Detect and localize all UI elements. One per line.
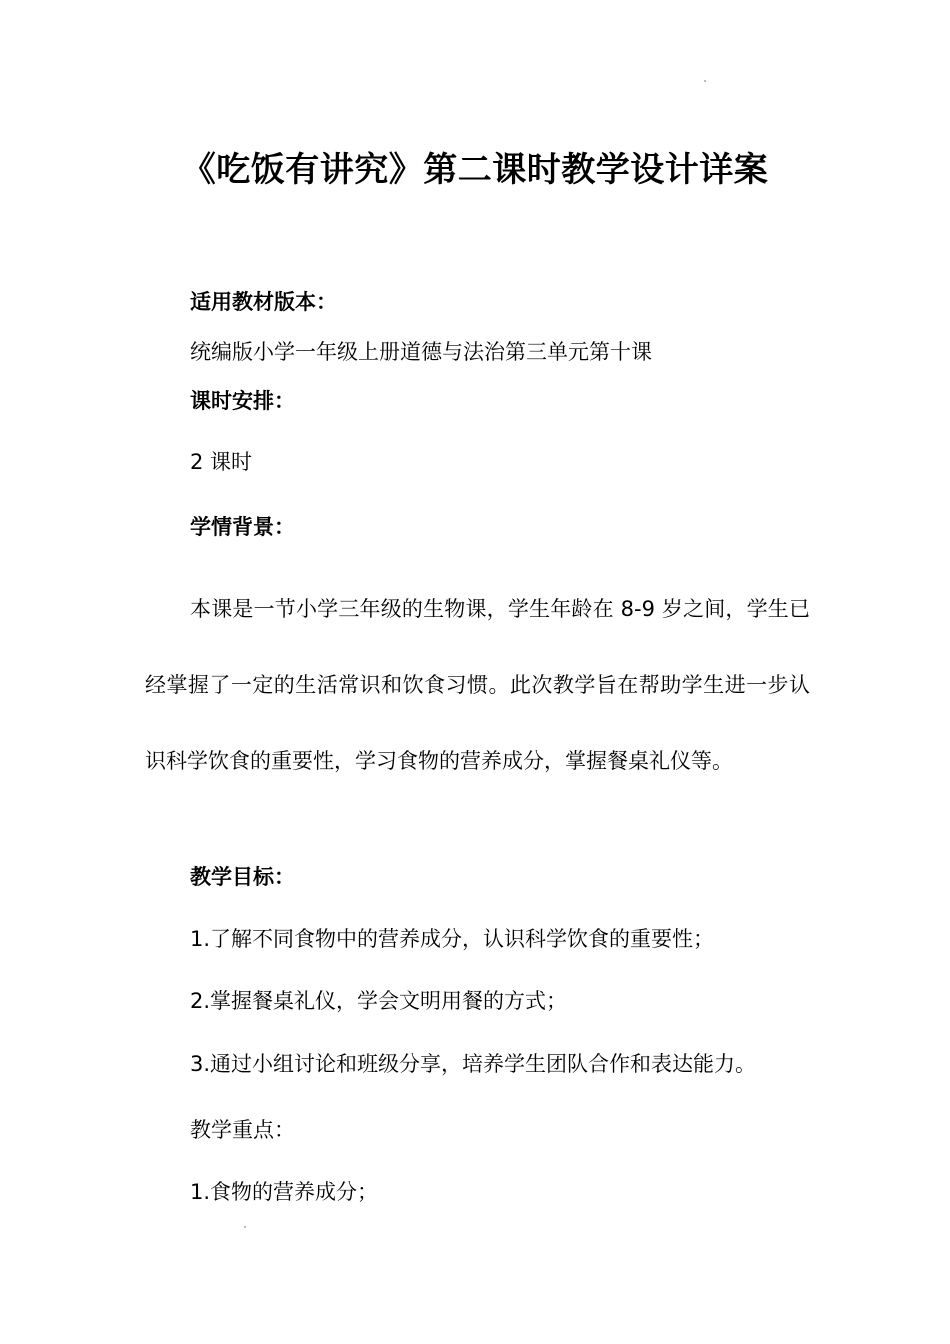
textbook-value: 统编版小学一年级上册道德与法治第三单元第十课 (190, 340, 652, 364)
document-title: 《吃饭有讲究》第二课时教学设计详案 (181, 150, 769, 190)
textbook-heading: 适用教材版本： (190, 290, 337, 314)
goal-item: 1.了解不同食物中的营养成分，认识科学饮食的重要性； (190, 927, 715, 951)
goal-item: 3.通过小组讨论和班级分享，培养学生团队合作和表达能力。 (190, 1052, 757, 1076)
background-paragraph: 本课是一节小学三年级的生物课，学生年龄在 8-9 岁之间，学生已经掌握了一定的生活常识和饮食习惯。此次教学旨在帮助学生进一步认识科学饮食的重要性，学习食物的营养成分，掌握餐桌礼仪等。 (145, 597, 810, 773)
goals-heading: 教学目标： (190, 865, 295, 889)
schedule-value: 2 课时 (190, 450, 253, 474)
page-mark (704, 80, 706, 82)
keypoint-item: 1.食物的营养成分； (190, 1180, 379, 1204)
schedule-heading: 课时安排： (190, 389, 295, 413)
keypoints-heading: 教学重点： (190, 1118, 295, 1142)
background-heading: 学情背景： (190, 515, 295, 539)
page-mark (244, 1226, 246, 1228)
goal-item: 2.掌握餐桌礼仪，学会文明用餐的方式； (190, 989, 568, 1013)
